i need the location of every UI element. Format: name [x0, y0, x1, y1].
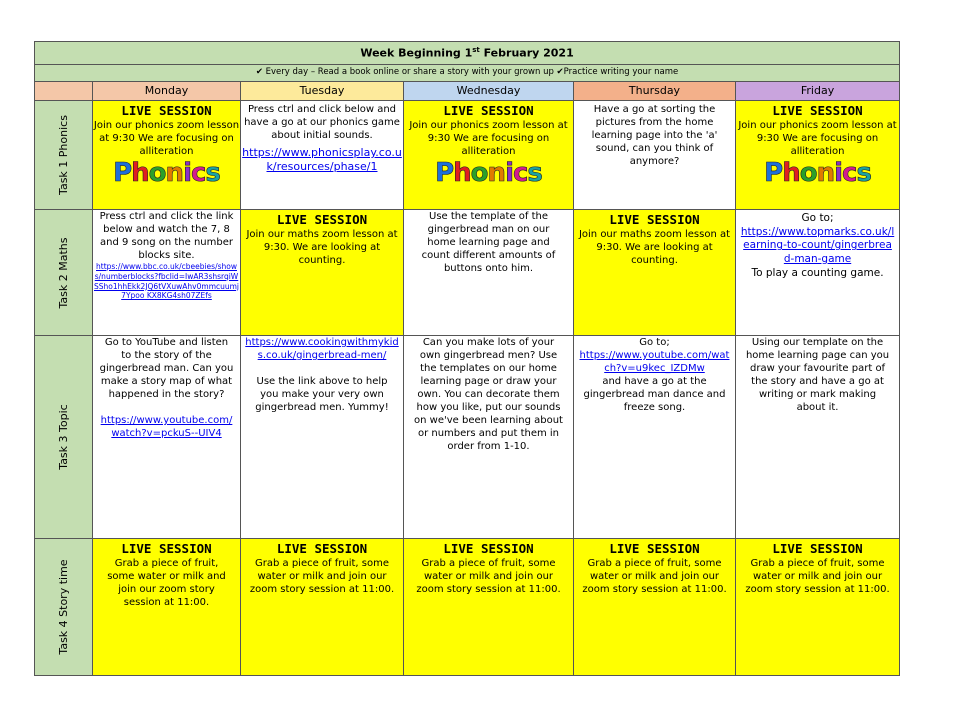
cookingwithmykids-link[interactable]: https://www.cookingwithmykids.co.uk/gingerbread-men/ [245, 337, 399, 361]
live-session-label: LIVE SESSION [772, 103, 863, 118]
story-text: Grab a piece of fruit, some water or milk and join our zoom story session at 11:00. [249, 558, 395, 596]
live-session-label: LIVE SESSION [609, 541, 700, 556]
live-session-label: LIVE SESSION [121, 541, 212, 556]
story-monday [93, 539, 241, 676]
topic-wednesday [404, 336, 574, 539]
maths-wednesday-text: Use the template of the gingerbread man on our home learning page and count different amounts of buttons onto him. [421, 211, 556, 274]
topic-monday-text: Go to YouTube and listen to the story of the gingerbread man. Can you make a story map of what happened in the story? [99, 337, 234, 400]
gingerbread-dance-link[interactable]: https://www.youtube.com/watch?v=u9kec_IZDMw [579, 350, 730, 374]
weekly-planner-table [34, 41, 900, 676]
maths-wednesday [404, 210, 574, 336]
maths-tuesday-text: Join our maths zoom lesson at 9:30. We are looking at counting. [246, 229, 398, 267]
maths-friday [736, 210, 900, 336]
week-title-prefix: Week Beginning 1 [360, 46, 473, 60]
day-header-friday: Friday [736, 82, 900, 101]
topic-thursday-pre: Go to; [639, 337, 670, 348]
maths-friday-pre: Go to; [801, 212, 834, 224]
live-session-label: LIVE SESSION [772, 541, 863, 556]
story-wednesday [404, 539, 574, 676]
every-day-note: ✔ Every day – Read a book online or share a story with your grown up ✔Practice writing your name [35, 65, 900, 82]
story-text: Grab a piece of fruit, some water or milk and join our zoom story session at 11:00. [107, 558, 226, 609]
live-session-label: LIVE SESSION [276, 212, 368, 227]
topic-wednesday-text: Can you make lots of your own gingerbread men? Use the templates on our home learning page or draw your own. You can decorate them how you like, put our sounds on we've been learning about or numbers and put them in order from 1-10. [414, 337, 563, 452]
phonics-thursday-text: Have a go at sorting the pictures from the home learning page into the 'a' sound, can you think of anymore? [591, 104, 718, 167]
task-label-topic: Task 3 Topic [35, 336, 93, 539]
story-text: Grab a piece of fruit, some water or milk and join our zoom story session at 11:00. [582, 558, 727, 596]
maths-tuesday [241, 210, 404, 336]
topmarks-link[interactable]: https://www.topmarks.co.uk/learning-to-count/gingerbread-man-game [740, 225, 895, 265]
phonicsplay-link[interactable]: https://www.phonicsplay.co.uk/resources/phase/1 [242, 146, 402, 174]
phonics-logo: Phonics [113, 158, 220, 189]
story-text: Grab a piece of fruit, some water or milk and join our zoom story session at 11:00. [416, 558, 561, 596]
story-text: Grab a piece of fruit, some water or milk and join our zoom story session at 11:00. [745, 558, 890, 596]
week-title-suffix: February 2021 [479, 46, 574, 60]
phonics-logo: Phonics [764, 158, 871, 189]
topic-friday-text: Using our template on the home learning page can you draw your favourite part of the story and have a go at writing or mark making about it. [745, 337, 890, 413]
live-session-label: LIVE SESSION [443, 541, 534, 556]
phonics-wednesday-text: Join our phonics zoom lesson at 9:30 We are focusing on alliteration [409, 120, 568, 158]
week-title [35, 42, 900, 65]
phonics-wednesday [404, 101, 574, 210]
topic-tuesday-text: Use the link above to help you make your very own gingerbread men. Yummy! [255, 376, 389, 413]
day-header-thursday: Thursday [574, 82, 736, 101]
task-label-story: Task 4 Story time [35, 539, 93, 676]
corner-cell [35, 82, 93, 101]
phonics-friday [736, 101, 900, 210]
phonics-tuesday [241, 101, 404, 210]
youtube-story-link[interactable]: https://www.youtube.com/watch?v=pckuS--UIV4 [100, 415, 233, 439]
story-thursday [574, 539, 736, 676]
maths-monday [93, 210, 241, 336]
day-header-wednesday: Wednesday [404, 82, 574, 101]
topic-thursday [574, 336, 736, 539]
story-friday [736, 539, 900, 676]
maths-thursday-text: Join our maths zoom lesson at 9:30. We are looking at counting. [578, 229, 731, 267]
maths-thursday [574, 210, 736, 336]
live-session-label: LIVE SESSION [121, 103, 212, 118]
topic-friday [736, 336, 900, 539]
day-header-tuesday: Tuesday [241, 82, 404, 101]
story-tuesday [241, 539, 404, 676]
phonics-monday-text: Join our phonics zoom lesson at 9:30 We are focusing on alliteration [93, 120, 240, 158]
maths-friday-post: To play a counting game. [751, 266, 884, 279]
phonics-friday-text: Join our phonics zoom lesson at 9:30 We are focusing on alliteration [738, 120, 897, 158]
phonics-monday [93, 101, 241, 210]
topic-thursday-post: and have a go at the gingerbread man dance and freeze song. [583, 376, 726, 413]
topic-tuesday [241, 336, 404, 539]
numberblocks-link[interactable]: https://www.bbc.co.uk/cbeebies/shows/numberblocks?fbclid=IwAR3shsrqiWSSho1hhEkk2JQ6tVXuwAhv0mmcuumj7Ypoo KX8KG4sh07ZEfs [93, 262, 240, 301]
day-header-monday: Monday [93, 82, 241, 101]
phonics-thursday [574, 101, 736, 210]
task-label-maths: Task 2 Maths [35, 210, 93, 336]
topic-monday [93, 336, 241, 539]
week-title-sup: st [472, 45, 480, 54]
live-session-label: LIVE SESSION [276, 541, 368, 556]
maths-monday-text: Press ctrl and click the link below and watch the 7, 8 and 9 song on the number blocks site. [99, 211, 234, 261]
phonics-logo: Phonics [435, 158, 542, 189]
phonics-tuesday-text: Press ctrl and click below and have a go at our phonics game about initial sounds. [244, 104, 400, 141]
live-session-label: LIVE SESSION [609, 212, 700, 227]
task-label-phonics: Task 1 Phonics [35, 101, 93, 210]
live-session-label: LIVE SESSION [443, 103, 534, 118]
